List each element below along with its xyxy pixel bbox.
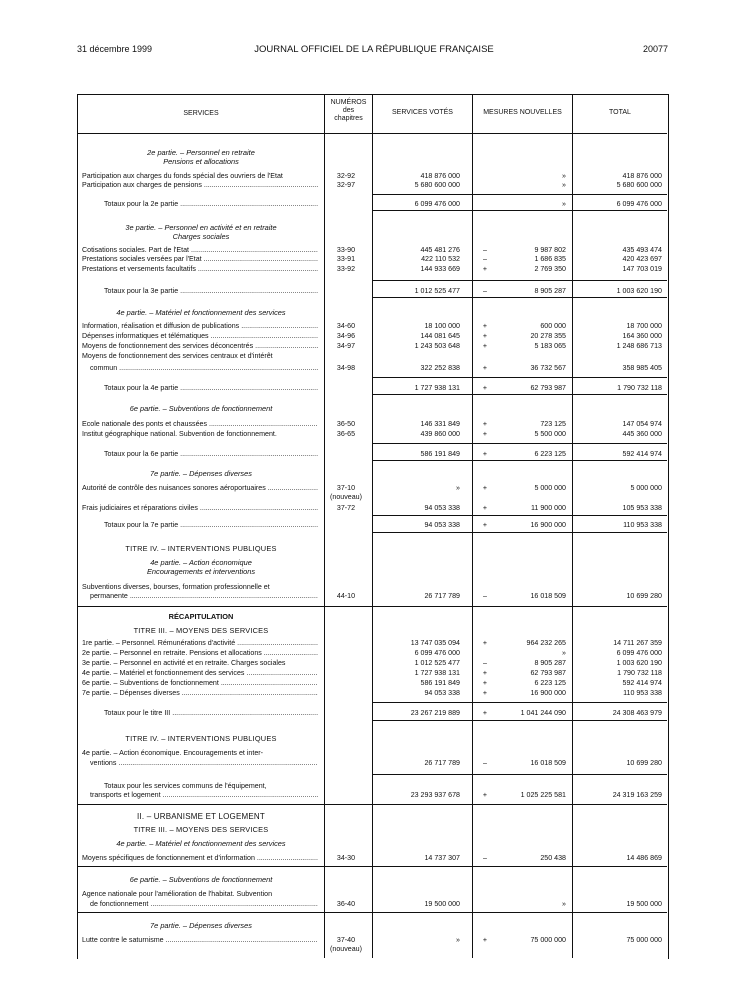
table-row: 7e partie. – Dépenses diverses ..... 94 053 338 + 16 900 000 110 953 338 bbox=[78, 688, 667, 698]
section-rule bbox=[78, 804, 667, 805]
section-title: TITRE III. – MOYENS DES SERVICES bbox=[133, 626, 269, 635]
totals-rule bbox=[373, 297, 667, 298]
col-services: SERVICES bbox=[183, 110, 219, 117]
table-row: Cotisations sociales. Part de l'Etat ..... 33-90 445 481 276 – 9 987 802 435 493 474 bbox=[78, 245, 667, 255]
header-title: JOURNAL OFFICIEL DE LA RÉPUBLIQUE FRANÇAISE bbox=[254, 44, 494, 55]
section-title: 7e partie. – Dépenses diverses bbox=[150, 469, 252, 478]
section-title: 7e partie. – Dépenses diverses bbox=[150, 921, 252, 930]
totals-rule bbox=[373, 194, 667, 195]
totals-rule bbox=[373, 280, 667, 281]
table-row: Ecole nationale des ponts et chaussées ..... 36-50 146 331 849 + 723 125 147 054 974 bbox=[78, 419, 667, 429]
totals-rule bbox=[373, 720, 667, 721]
section-title: II. – URBANISME ET LOGEMENT bbox=[137, 812, 265, 821]
totals-rule bbox=[373, 515, 667, 516]
section-rule bbox=[78, 866, 667, 867]
table-row: Information, réalisation et diffusion de publications ..... 34-60 18 100 000 + 600 000 18 700 000 bbox=[78, 321, 667, 331]
table-row: Participation aux charges du fonds spécial des ouvriers de l'Etat 32-92 418 876 000 » 418 876 000 bbox=[82, 172, 662, 180]
table-row: 2e partie. – Personnel en retraite. Pensions et allocations ..... 6 099 476 000 » 6 099 476 000 bbox=[78, 648, 667, 658]
table-row: Participation aux charges de pensions ..... 32-97 5 680 600 000 » 5 680 600 000 bbox=[78, 180, 667, 190]
table-row: 6e partie. – Subventions de fonctionnement ..... 586 191 849 + 6 223 125 592 414 974 bbox=[78, 678, 667, 688]
recap-title: RÉCAPITULATION bbox=[168, 612, 234, 621]
col-numeros-chapitres: chapitres bbox=[334, 115, 363, 122]
totals-row: Totaux pour les services communs de l'équipement, bbox=[104, 782, 267, 790]
totals-row: Totaux pour la 3e partie ..... 1 012 525 477 – 8 905 287 1 003 620 190 bbox=[78, 286, 667, 296]
col-numeros: NUMÉROS bbox=[330, 99, 367, 106]
col-mesures-nouvelles: MESURES NOUVELLES bbox=[483, 109, 562, 116]
table-row: Autorité de contrôle des nuisances sonores aéroportuaires ..... 37-10 » + 5 000 000 5 000 000 bbox=[78, 483, 667, 493]
section-title: 3e partie. – Personnel en activité et en retraite bbox=[125, 223, 277, 232]
table-row: (nouveau) bbox=[330, 945, 362, 953]
col-numeros-des: des bbox=[342, 107, 355, 114]
section-title: 2e partie. – Personnel en retraite bbox=[147, 148, 255, 157]
section-subtitle: Pensions et allocations bbox=[163, 157, 239, 166]
section-title: 6e partie. – Subventions de fonctionnement bbox=[129, 404, 273, 413]
header-date: 31 décembre 1999 bbox=[77, 44, 153, 54]
table-row: Moyens de fonctionnement des services déconcentrés ..... 34-97 1 243 503 648 + 5 183 065 1 248 686 713 bbox=[78, 341, 667, 351]
totals-rule bbox=[373, 210, 667, 211]
totals-row: Totaux pour la 7e partie ..... 94 053 338 + 16 900 000 110 953 338 bbox=[78, 520, 667, 530]
table-row: 1re partie. – Personnel. Rémunérations d'activité ..... 13 747 035 094 + 964 232 265 14 711 267 359 bbox=[78, 638, 667, 648]
totals-rule bbox=[373, 702, 667, 703]
section-title: 4e partie. – Action économique bbox=[150, 558, 252, 567]
section-title: 4e partie. – Matériel et fonctionnement des services bbox=[116, 839, 286, 848]
totals-rule bbox=[373, 394, 667, 395]
totals-rule bbox=[373, 443, 667, 444]
table-row: 4e partie. – Matériel et fonctionnement des services ..... 1 727 938 131 + 62 793 987 1 790 732 118 bbox=[78, 668, 667, 678]
totals-rule bbox=[373, 460, 667, 461]
table-row: commun ..... 34-98 322 252 838 + 36 732 567 358 985 405 bbox=[78, 363, 667, 373]
table-row: Subventions diverses, bourses, formation professionnelle et bbox=[82, 583, 270, 591]
totals-rule bbox=[373, 377, 667, 378]
table-row: Frais judiciaires et réparations civiles ..... 37-72 94 053 338 + 11 900 000 105 953 338 bbox=[78, 503, 667, 513]
totals-row: Totaux pour la 2e partie ..... 6 099 476 000 » 6 099 476 000 bbox=[78, 199, 667, 209]
section-subtitle: Charges sociales bbox=[172, 232, 230, 241]
table-row: de fonctionnement ..... 36-40 19 500 000 » 19 500 000 bbox=[78, 899, 667, 909]
table-row: Dépenses informatiques et télématiques ..... 34-96 144 081 645 + 20 278 355 164 360 000 bbox=[78, 331, 667, 341]
table-row: Moyens de fonctionnement des services centraux et d'intérêt bbox=[82, 352, 273, 360]
table-row: 4e partie. – Action économique. Encouragements et inter- bbox=[82, 749, 263, 757]
table-row: Lutte contre le saturnisme ..... 37-40 » + 75 000 000 75 000 000 bbox=[78, 935, 667, 945]
section-rule bbox=[78, 606, 667, 607]
table-row: ventions ..... 26 717 789 – 16 018 509 10 699 280 bbox=[78, 758, 667, 768]
table-row: Prestations sociales versées par l'Etat ..... 33-91 422 110 532 – 1 686 835 420 423 697 bbox=[78, 254, 667, 264]
col-services-votes: SERVICES VOTÉS bbox=[392, 109, 453, 116]
section-title: TITRE IV. – INTERVENTIONS PUBLIQUES bbox=[125, 544, 277, 553]
table-row: (nouveau) bbox=[330, 493, 362, 501]
totals-rule bbox=[373, 532, 667, 533]
section-title: TITRE IV. – INTERVENTIONS PUBLIQUES bbox=[125, 734, 277, 743]
section-title: 6e partie. – Subventions de fonctionnement bbox=[129, 875, 273, 884]
totals-rule bbox=[373, 774, 667, 775]
page-header bbox=[0, 44, 748, 58]
totals-row: Totaux pour la 6e partie ..... 586 191 849 + 6 223 125 592 414 974 bbox=[78, 449, 667, 459]
table-row: Agence nationale pour l'amélioration de l'habitat. Subvention bbox=[82, 890, 273, 898]
section-subtitle: Encouragements et interventions bbox=[146, 567, 256, 576]
header-page-number: 20077 bbox=[642, 44, 668, 54]
totals-row: Totaux pour le titre III ..... 23 267 219 889 + 1 041 244 090 24 308 463 979 bbox=[78, 708, 667, 718]
totals-row: Totaux pour la 4e partie ..... 1 727 938 131 + 62 793 987 1 790 732 118 bbox=[78, 383, 667, 393]
col-total: TOTAL bbox=[609, 109, 631, 116]
table-row: permanente ..... 44-10 26 717 789 – 16 018 509 10 699 280 bbox=[78, 591, 667, 601]
section-title: TITRE III. – MOYENS DES SERVICES bbox=[133, 825, 269, 834]
table-row: Institut géographique national. Subvention de fonctionnement. 36-65 439 860 000 + 5 500 000 445 360 000 bbox=[82, 430, 662, 438]
totals-row: transports et logement ..... 23 293 937 678 + 1 025 225 581 24 319 163 259 bbox=[78, 790, 667, 800]
table-row: Moyens spécifiques de fonctionnement et d'information ..... 34-30 14 737 307 – 250 438 14 486 869 bbox=[78, 853, 667, 863]
table-row: 3e partie. – Personnel en activité et en retraite. Charges sociales 1 012 525 477 – 8 905 287 1 003 620 190 bbox=[82, 659, 662, 667]
section-rule bbox=[78, 912, 667, 913]
table-row: Prestations et versements facultatifs ..... 33-92 144 933 669 + 2 769 350 147 703 019 bbox=[78, 264, 667, 274]
section-title: 4e partie. – Matériel et fonctionnement des services bbox=[116, 308, 286, 317]
